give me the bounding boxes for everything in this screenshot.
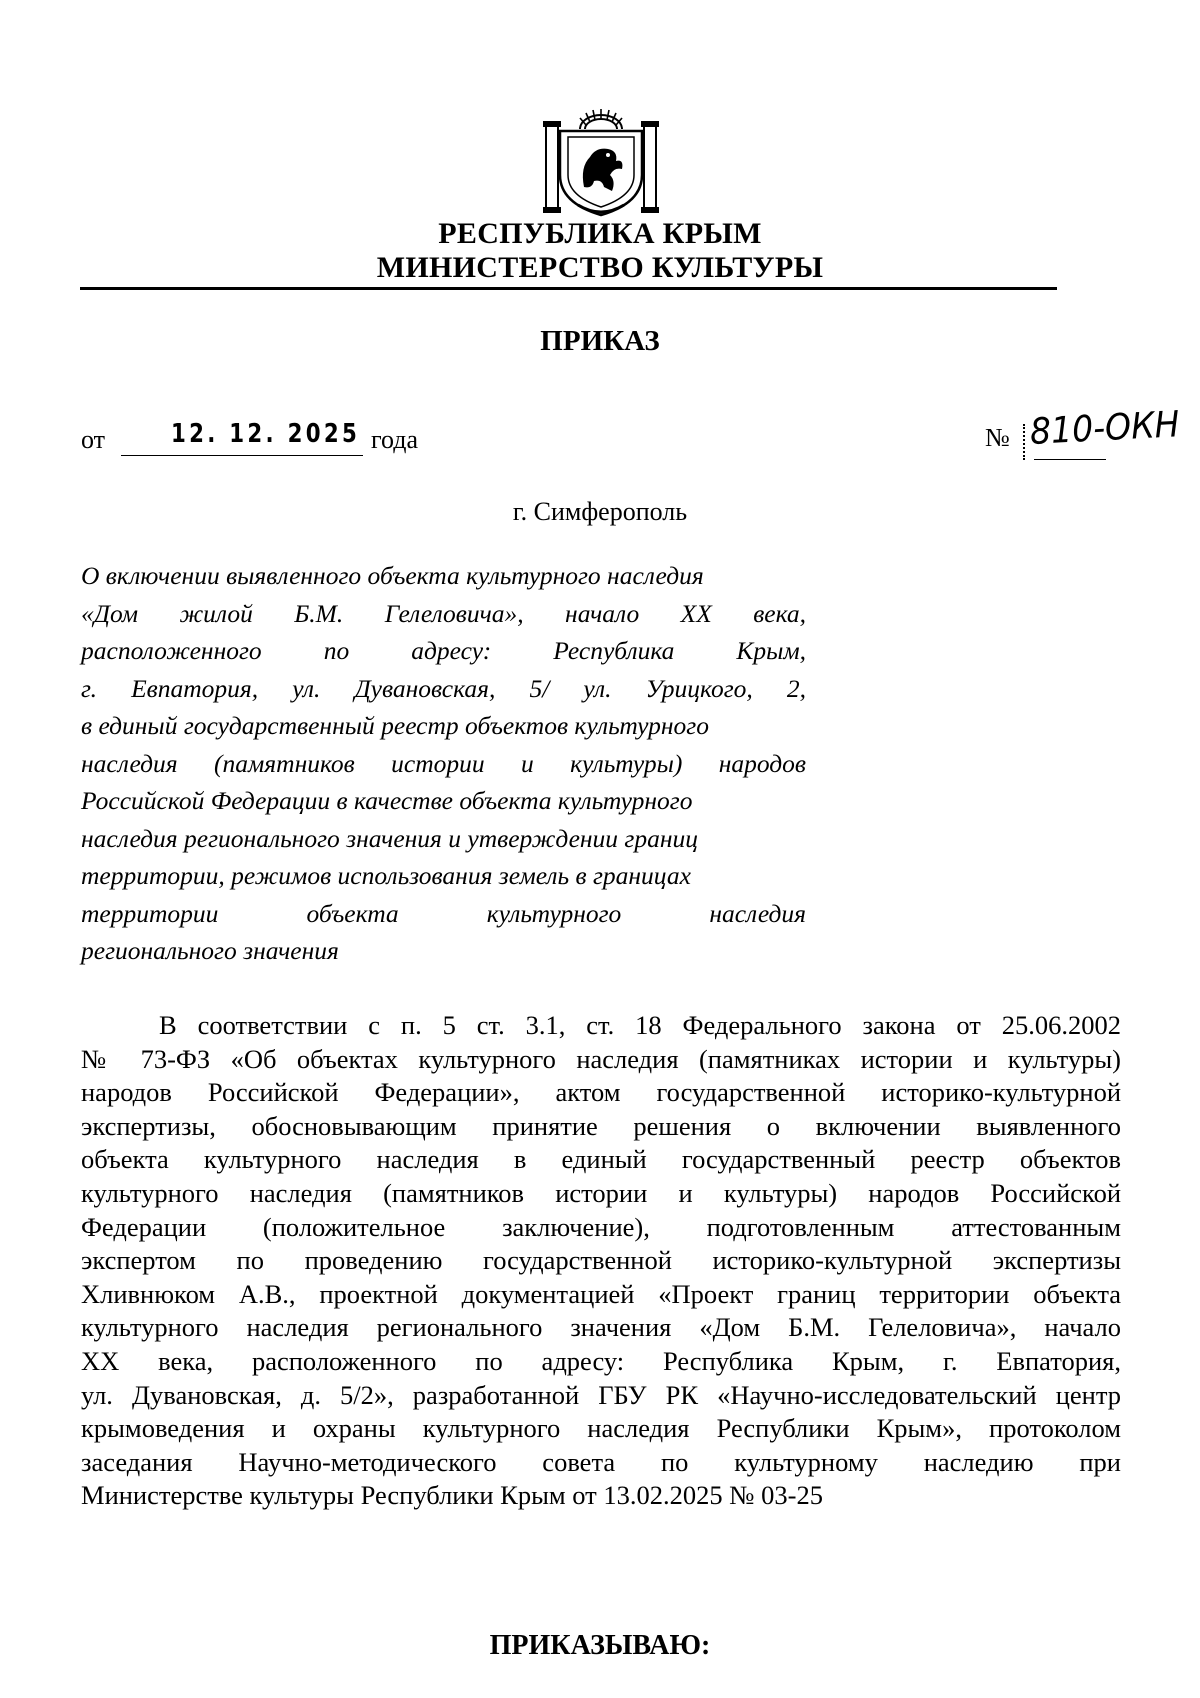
- body-line: Министерстве культуры Республики Крым от 13.02.2025 № 03-25: [81, 1480, 823, 1511]
- subject-line: «Дом жилой Б.М. Гелеловича», начало XX века,: [81, 598, 806, 628]
- body-line: экспертом по проведению государственной историко-культурной экспертизы: [81, 1245, 1121, 1276]
- body-line: крымоведения и охраны культурного наследия Республики Крым», протоколом: [81, 1413, 1121, 1444]
- subject-line: Российской Федерации в качестве объекта культурного: [81, 786, 693, 815]
- subject-line: наследия (памятников истории и культуры) народов: [81, 748, 806, 778]
- body-line: В соответствии с п. 5 ст. 3.1, ст. 18 Федерального закона от 25.06.2002: [159, 1010, 1121, 1040]
- date-underline: [121, 455, 363, 456]
- number-sign: №: [985, 423, 1010, 452]
- subject-line: наследия регионального значения и утверждении границ: [81, 823, 699, 853]
- body-line: объекта культурного наследия в единый государственный реестр объектов: [81, 1144, 1121, 1175]
- subject-line: в единый государственный реестр объектов культурного: [81, 711, 709, 740]
- subject-line: расположенного по адресу: Республика Крым,: [81, 636, 806, 665]
- city-line: г. Симферополь: [512, 497, 688, 526]
- document-number: 810-ОКН: [1028, 404, 1181, 453]
- header-divider: [80, 287, 1057, 290]
- body-line: № 73-ФЗ «Об объектах культурного наследия (памятниках истории и культуры): [81, 1043, 1121, 1074]
- body-line: Хливнюком А.В., проектной документацией «Проект границ территории объекта: [81, 1278, 1121, 1309]
- subject-line: территории объекта культурного наследия: [81, 898, 806, 928]
- subject-line: территории, режимов использования земель в границах: [81, 861, 691, 890]
- number-separator: [1023, 424, 1025, 460]
- document-type-title: ПРИКАЗ: [540, 325, 660, 357]
- body-line: экспертизы, обосновывающим принятие решения о включении выявленного: [81, 1110, 1121, 1141]
- org-name-line-2: МИНИСТЕРСТВО КУЛЬТУРЫ: [376, 251, 824, 284]
- date-suffix: года: [371, 425, 419, 454]
- date-value: 12. 12. 2025: [171, 419, 361, 449]
- body-line: ул. Дувановская, д. 5/2», разработанной ГБУ РК «Научно-исследовательский центр: [81, 1379, 1121, 1410]
- order-subject: [81, 557, 806, 970]
- body-line: XX века, расположенного по адресу: Республика Крым, г. Евпатория,: [81, 1345, 1121, 1376]
- body-line: народов Российской Федерации», актом государственной историко-культурной: [81, 1077, 1121, 1108]
- crimea-coat-of-arms-icon: [538, 95, 664, 223]
- body-line: Федерации (положительное заключение), подготовленным аттестованным: [81, 1211, 1121, 1242]
- number-underline: [1034, 459, 1106, 460]
- body-line: культурного наследия (памятников истории и культуры) народов Российской: [81, 1177, 1121, 1208]
- org-name-line-1: РЕСПУБЛИКА КРЫМ: [438, 217, 762, 250]
- body-line: заседания Научно-методического совета по культурному наследию при: [81, 1446, 1121, 1477]
- body-line: культурного наследия регионального значения «Дом Б.М. Гелеловича», начало: [81, 1312, 1121, 1343]
- date-prefix: от: [81, 425, 106, 454]
- subject-line: регионального значения: [81, 936, 339, 965]
- subject-line: г. Евпатория, ул. Дувановская, 5/ ул. Урицкого, 2,: [81, 673, 806, 703]
- subject-line: О включении выявленного объекта культурного наследия: [81, 561, 704, 590]
- order-heading: ПРИКАЗЫВАЮ:: [489, 1630, 711, 1661]
- preamble-paragraph: [81, 1009, 1121, 1513]
